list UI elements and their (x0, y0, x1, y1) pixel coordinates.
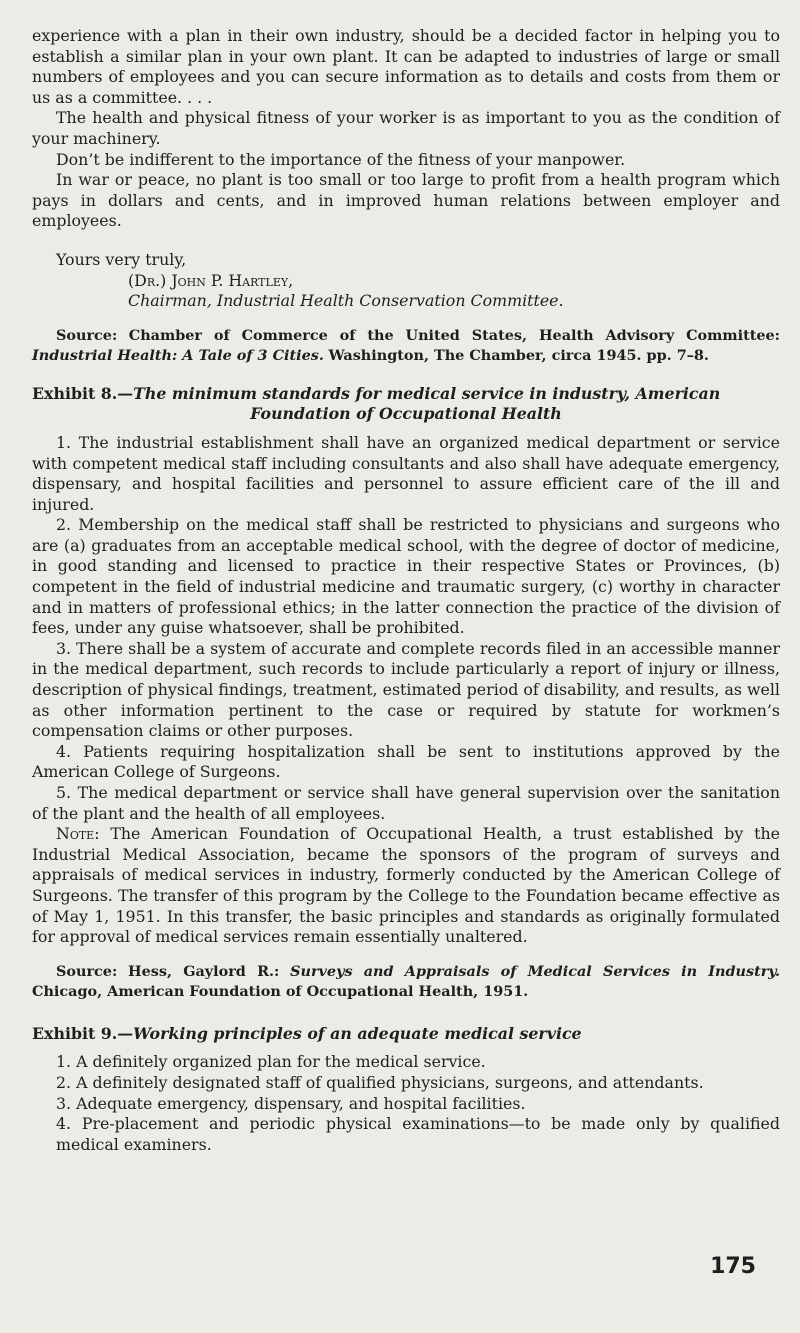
page-number: 175 (710, 1254, 756, 1279)
exhibit-8-item: 5. The medical department or service shall have general supervision over the sanitation of the plant and the health of all employees. (32, 783, 780, 823)
exhibit-9-item: 4. Pre-placement and periodic physical examinations—to be made only by qualified medical examiners. (56, 1114, 780, 1154)
source-text: Hess, Gaylord R.: (128, 962, 280, 980)
letter-paragraph: experience with a plan in their own industry, should be a decided factor in helping you to establish a similar plan in your own plant. It can be adapted to industries of large or small numbers of employees and you can secure information as to details and costs from them or us as a committee. . . . (32, 26, 780, 107)
letter-signature: (Dr.) John P. Hartley, (128, 270, 294, 290)
exhibit-9-title: —Working principles of an adequate medical service (117, 1023, 582, 1043)
exhibit-8-source (32, 962, 780, 1002)
exhibit-9-item: 3. Adequate emergency, dispensary, and hospital facilities. (56, 1093, 526, 1113)
exhibit-9-item: 1. A definitely organized plan for the medical service. (56, 1052, 486, 1072)
letter-paragraph: Don’t be indifferent to the importance of the fitness of your manpower. (56, 149, 626, 169)
source-label: Source: (56, 962, 118, 980)
exhibit-8-subtitle: Foundation of Occupational Health (250, 404, 562, 424)
letter-paragraph: In war or peace, no plant is too small or too large to profit from a health program which pays in dollars and cents, and in improved human relations between employer and employees. (32, 170, 780, 231)
document-page (32, 26, 780, 1155)
exhibit-8-label: Exhibit 8. (32, 383, 118, 403)
exhibit-9-item: 2. A definitely designated staff of qualified physicians, surgeons, and attendants. (56, 1072, 704, 1092)
exhibit-9-heading (32, 1024, 780, 1045)
letter-paragraph: The health and physical fitness of your worker is as important to you as the condition of your machinery. (32, 108, 780, 148)
letter-signatory-title: Chairman, Industrial Health Conservation Committee. (128, 291, 564, 311)
source-text: Chamber of Commerce of the United States, Health Advisory Committee: (128, 326, 780, 344)
exhibit-8-item: 3. There shall be a system of accurate and complete records filed in an accessible manner in the medical department, such records to include particularly a report of injury or illness, description of physical findings, treatment, estimated period of disability, and results, as well as other information pertinent to the case or required by statute for workmen’s compensation claims or other purposes. (32, 638, 780, 741)
exhibit-8-item: 1. The industrial establishment shall have an organized medical department or service with competent medical staff including consultants and also shall have adequate emergency, dispensary, and hospital facilities and personnel to assure efficient care of the ill and injured. (32, 432, 780, 514)
note-label: Note: (56, 824, 100, 844)
source-publisher: Washington, The Chamber, circa 1945. pp. 7–8. (328, 346, 709, 364)
note-text: The American Foundation of Occupational Health, a trust established by the Industrial Medical Association, became the sponsors of the program of surveys and appraisals of medical services in industry, formerly conducted by the American College of Surgeons. The transfer of this program by the College to the Foundation became effective as of May 1, 1951. In this transfer, the basic principles and standards as originally formulated for approval of medical services remain essentially unaltered. (32, 824, 780, 947)
source-label: Source: (56, 326, 118, 344)
source-work: Industrial Health: A Tale of 3 Cities. (32, 346, 324, 364)
exhibit-8-note (32, 824, 780, 948)
exhibit-8-heading (32, 384, 780, 405)
letter-closing: Yours very truly, (56, 249, 187, 269)
letter-source (32, 326, 780, 366)
exhibit-8-title: —The minimum standards for medical service in industry, American (117, 383, 721, 403)
source-publisher: Chicago, American Foundation of Occupational Health, 1951. (32, 982, 529, 1000)
source-work: Surveys and Appraisals of Medical Services in Industry. (290, 962, 781, 980)
exhibit-9-label: Exhibit 9. (32, 1023, 118, 1043)
exhibit-8-item: 2. Membership on the medical staff shall be restricted to physicians and surgeons who are (a) graduates from an acceptable medical school, with the degree of doctor of medicine, in good standing and licensed to practice in their respective States or Provinces, (b) competent in the field of industrial medicine and traumatic surgery, (c) worthy in character and in matters of professional ethics; in the latter connection the practice of the division of fees, under any guise whatsoever, shall be prohibited. (32, 515, 780, 638)
exhibit-8-item: 4. Patients requiring hospitalization shall be sent to institutions approved by the American College of Surgeons. (32, 741, 780, 782)
